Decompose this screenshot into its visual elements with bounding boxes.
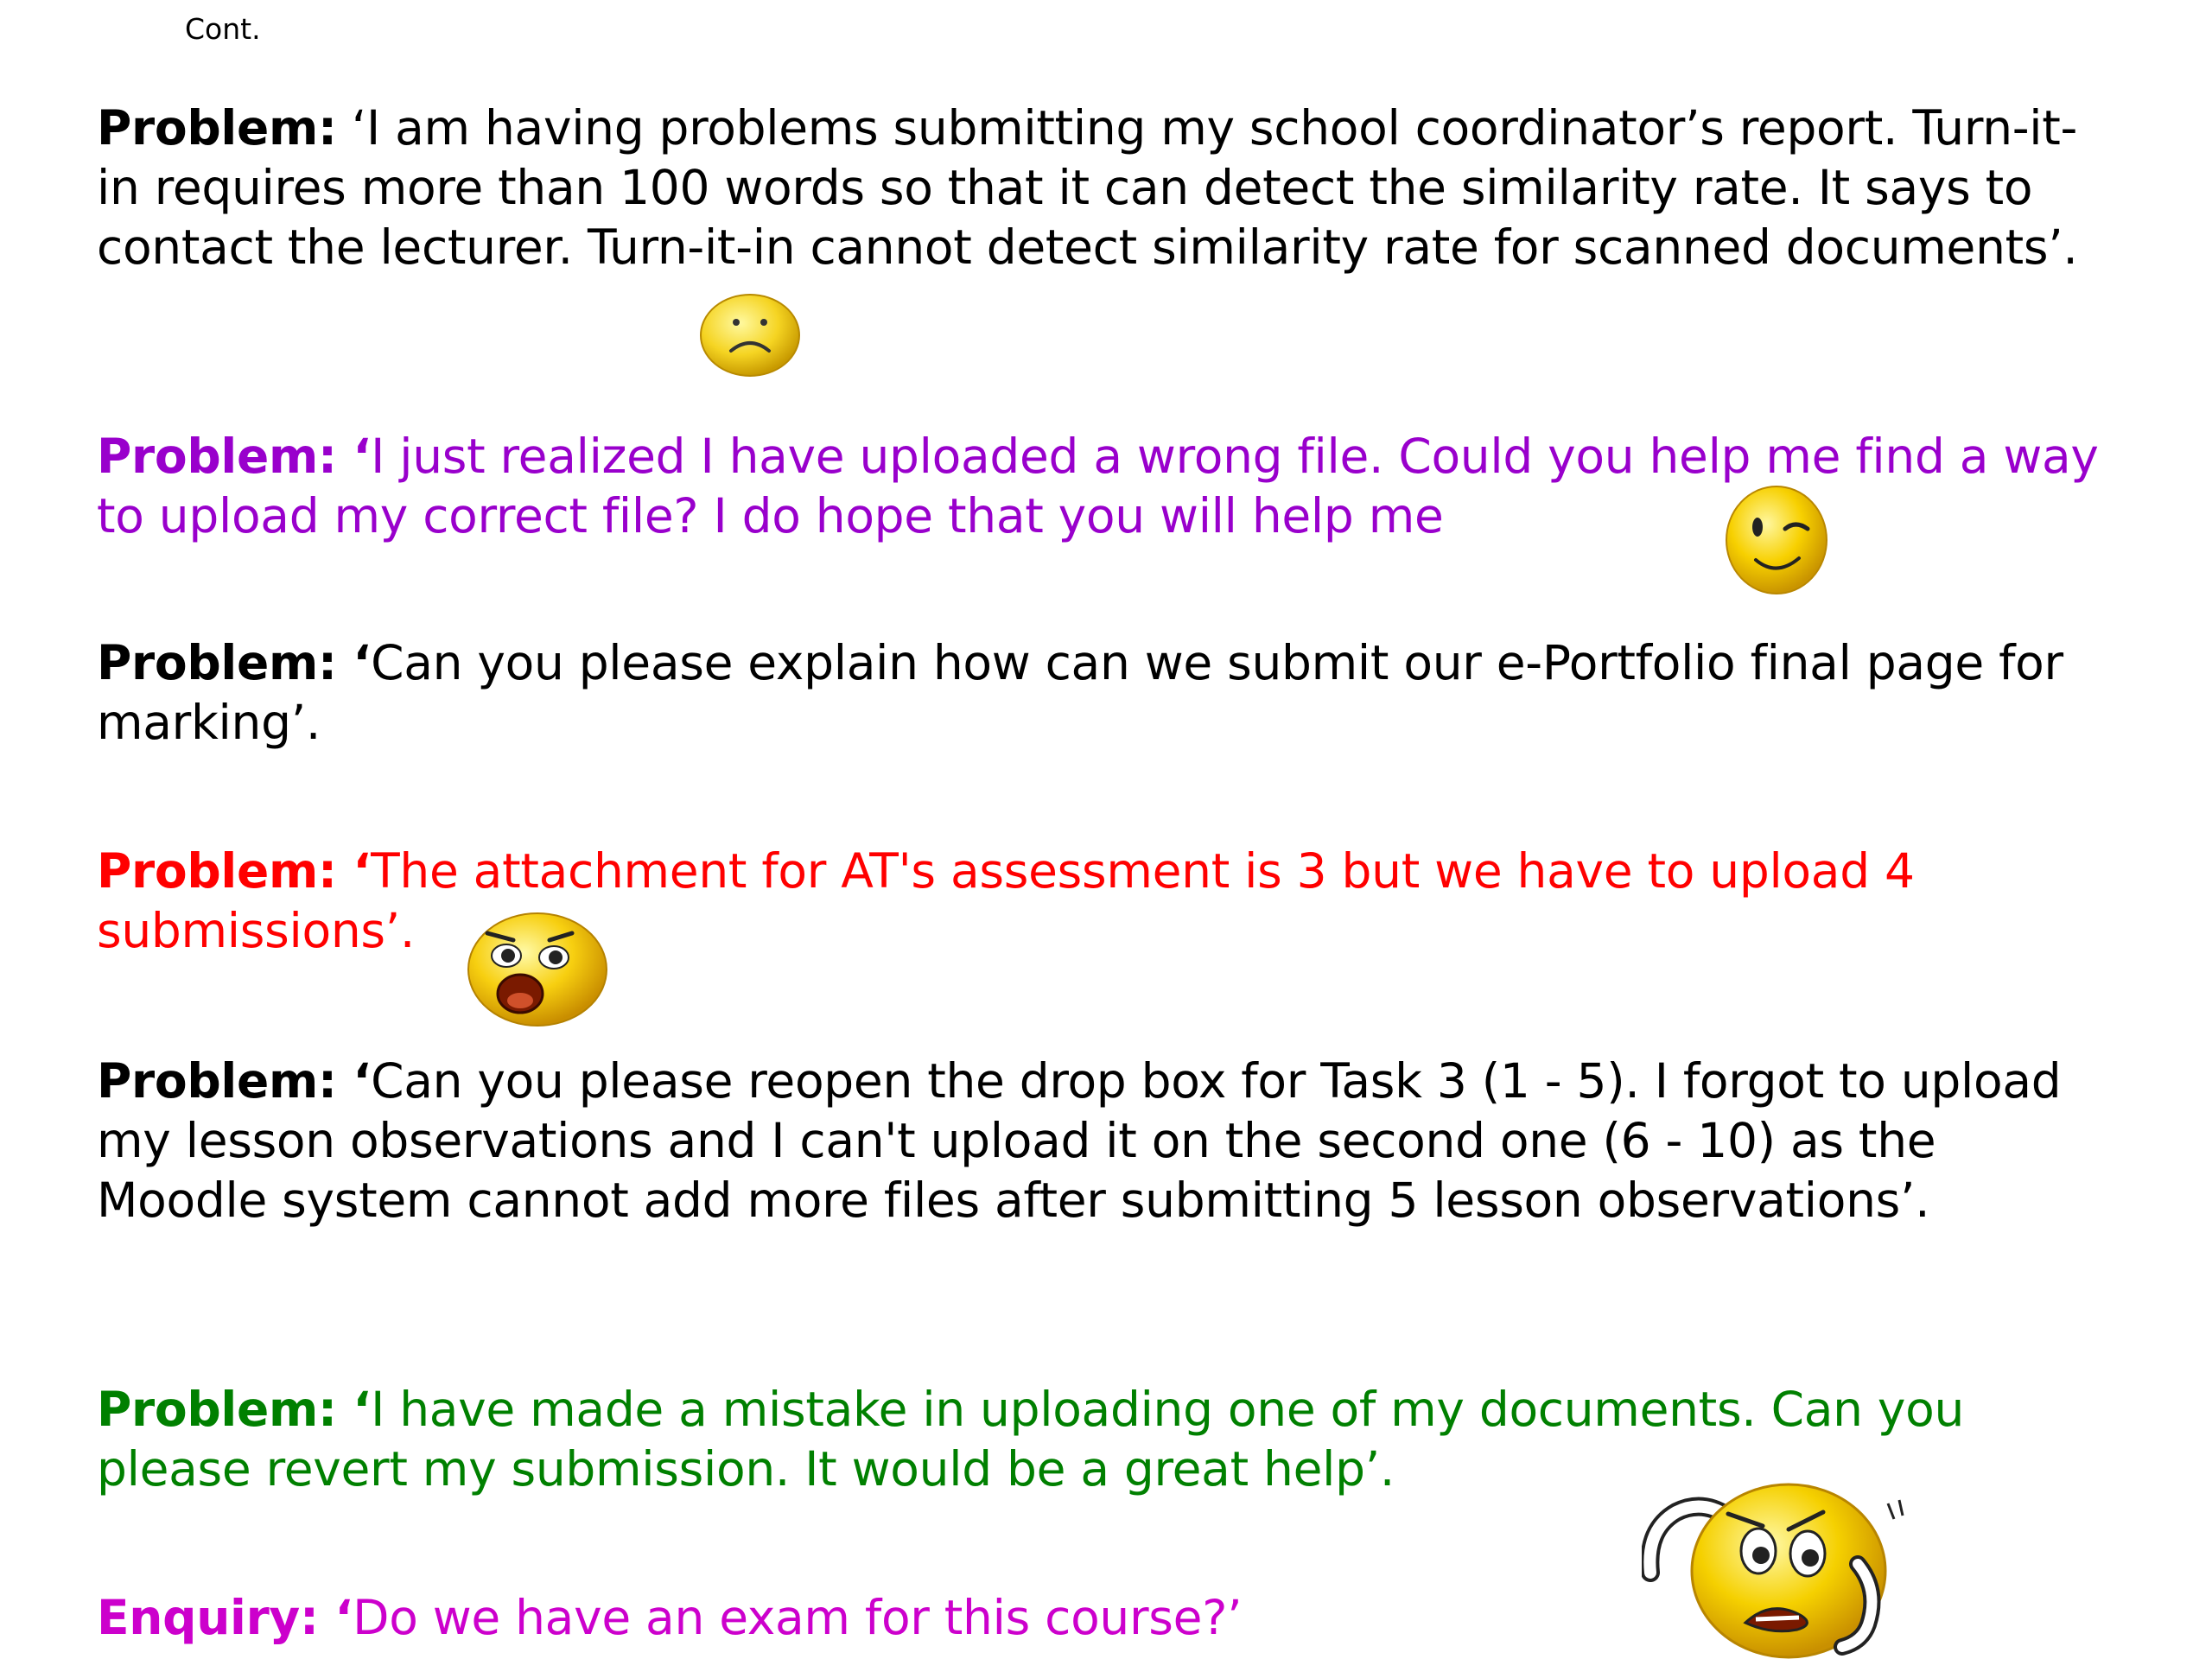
problem-label: Problem: [97, 429, 337, 484]
problem-text: I just realized I have uploaded a wrong file. Could you help me find a way to upload my correct file? I do hope that you will help me [97, 429, 2099, 543]
open-quote: ‘ [336, 635, 372, 690]
open-quote: ‘ [336, 1382, 372, 1437]
sad-face-icon [698, 290, 802, 377]
problem-text: ‘I am having problems submitting my school coordinator’s report. Turn-it-in requires more than 100 words so that it can detect the similarity rate. It says to contact the lecturer. Turn-it-in cannot detect similarity rate for scanned documents’. [97, 100, 2078, 275]
problem-text: Can you please explain how can we submit our e-Portfolio final page for marking’. [97, 635, 2063, 750]
problem-label: Problem: [97, 635, 337, 690]
problem-label: Problem: [97, 843, 337, 899]
winking-face-icon [1725, 484, 1828, 596]
shocked-face-icon [463, 907, 610, 1028]
problem-text: I have made a mistake in uploading one of my documents. Can you please revert my submission. It would be a great help’. [97, 1382, 1965, 1497]
enquiry-label: Enquiry: [97, 1590, 319, 1645]
problem-block-5 [97, 1052, 2110, 1230]
problem-label: Problem: [97, 1053, 337, 1109]
problem-text: Can you please reopen the drop box for Task 3 (1 - 5). I forgot to upload my lesson observations and I can't upload it on the second one (6 - 10) as the Moodle system cannot add more files after submitting 5 lesson observations’. [97, 1053, 2062, 1228]
problem-label: Problem: [97, 1382, 337, 1437]
problem-block-4 [97, 842, 2110, 961]
open-quote: ‘ [318, 1590, 353, 1645]
problem-text: The attachment for AT's assessment is 3 but we have to upload 4 submissions’. [97, 843, 1915, 958]
open-quote: ‘ [336, 1053, 372, 1109]
continuation-label: Cont. [185, 12, 261, 46]
problem-label: Problem: [97, 100, 337, 156]
problem-block-1 [97, 99, 2110, 277]
enquiry-text: Do we have an exam for this course?’ [353, 1590, 1243, 1645]
open-quote: ‘ [336, 429, 372, 484]
confused-face-icon [1642, 1469, 1927, 1659]
open-quote: ‘ [336, 843, 372, 899]
problem-block-3 [97, 633, 2110, 753]
